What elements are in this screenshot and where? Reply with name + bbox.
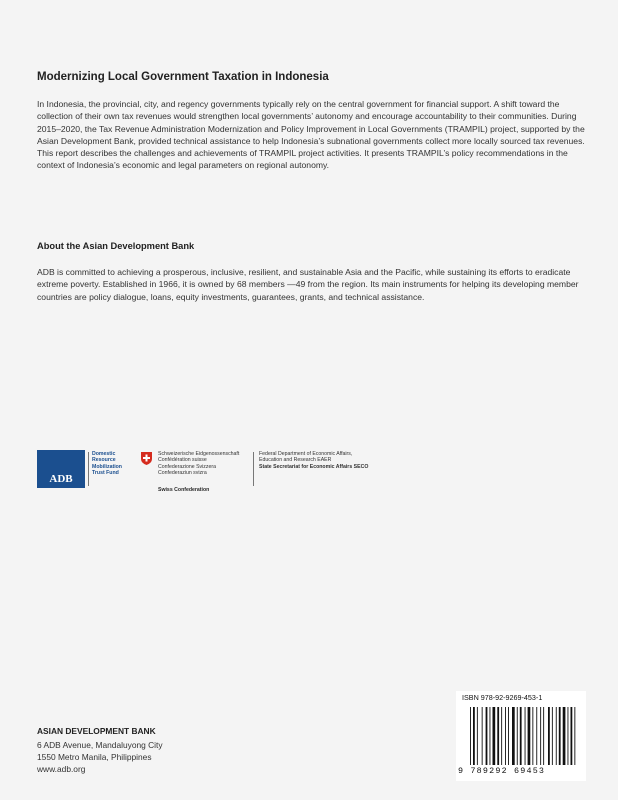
barcode-bar [473, 707, 475, 765]
swiss-confederation-names: Schweizerische Eidgenossenschaft Confédération suisse Confederazione Svizzera Confederaziun svizra [158, 451, 240, 476]
barcode-bar [540, 707, 541, 765]
barcode-bar [571, 707, 573, 765]
swiss-confederation-label: Swiss Confederation [158, 487, 210, 493]
page-title: Modernizing Local Government Taxation in Indonesia [37, 71, 329, 83]
about-heading: About the Asian Development Bank [37, 241, 195, 251]
footer-org-name: ASIAN DEVELOPMENT BANK [37, 726, 156, 736]
barcode-bar [493, 707, 496, 765]
barcode-bar [505, 707, 506, 765]
barcode-bar [470, 707, 471, 765]
barcode-bar [532, 707, 533, 765]
barcode-bar [559, 707, 561, 765]
barcode-bar [482, 707, 483, 765]
barcode-bar [552, 707, 553, 765]
summary-paragraph: In Indonesia, the provincial, city, and regency governments typically rely on the central government for financial support. A shift toward the collection of their own tax revenues would strengthen local governments’ autonomy and encourage accountability to their communities. During 2015–2020, the Tax Revenue Administration Modernization and Policy Improvement in Local Governments (TRAMPIL) project, supported by the Asian Development Bank, provided technical assistance to help Indonesia’s subnational governments collect more locally sourced tax revenues. This report describes the challenges and achievements of TRAMPIL project activities. It presents TRAMPIL’s policy recommendations in the context of Indonesia’s economic and legal parameters on regional autonomy. [37, 99, 585, 171]
barcode-bar [490, 707, 491, 765]
barcode-bar [520, 707, 522, 765]
barcode-bar [477, 707, 478, 765]
drm-trust-fund-logo: Domestic Resource Mobilization Trust Fund [92, 451, 122, 476]
barcode-bar [486, 707, 488, 765]
footer-address-line-2: 1550 Metro Manila, Philippines [37, 752, 152, 762]
barcode-bar [512, 707, 515, 765]
barcode-bar [543, 707, 544, 765]
logo-divider [88, 452, 89, 486]
isbn-barcode-box [456, 691, 586, 781]
barcode-graphic [462, 707, 582, 765]
barcode-bar [508, 707, 509, 765]
swiss-shield-icon [141, 452, 152, 465]
barcode-bar [574, 707, 575, 765]
barcode-number: 9 789292 69453 [458, 766, 546, 776]
barcode-bar [536, 707, 537, 765]
barcode-bar [517, 707, 518, 765]
federal-department-text: Federal Department of Economic Affairs, Education and Research EAER State Secretariat for Economic Affairs SECO [259, 451, 369, 470]
logo-divider [253, 452, 254, 486]
barcode-bar [501, 707, 502, 765]
barcode-bar [497, 707, 499, 765]
barcode-bar [525, 707, 526, 765]
barcode-bar [568, 707, 569, 765]
footer-website: www.adb.org [37, 764, 86, 774]
barcode-bar [548, 707, 550, 765]
adb-logo: ADB [37, 450, 85, 488]
about-paragraph: ADB is committed to achieving a prosperous, inclusive, resilient, and sustainable Asia and the Pacific, while sustaining its efforts to eradicate extreme poverty. Established in 1966, it is owned by 68 members —49 from the region. Its main instruments for helping its developing member countries are policy dialogue, loans, equity investments, guarantees, grants, and technical assistance. [37, 267, 579, 302]
isbn-label: ISBN 978-92-9269-453-1 [462, 693, 543, 702]
barcode-bar [556, 707, 557, 765]
footer-address-line-1: 6 ADB Avenue, Mandaluyong City [37, 740, 163, 750]
barcode-bar [528, 707, 531, 765]
barcode-bar [563, 707, 566, 765]
